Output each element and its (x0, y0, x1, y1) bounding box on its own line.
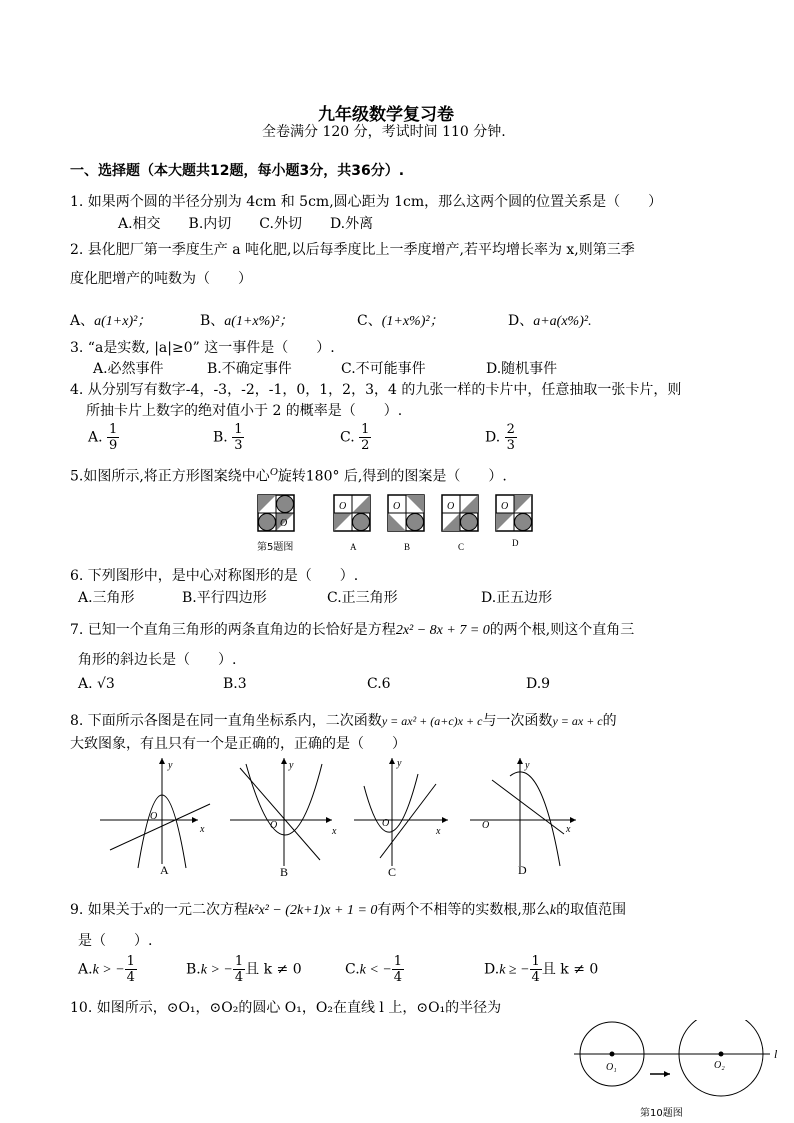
q5-label-c: C (458, 542, 465, 552)
q8-graph-b (230, 758, 337, 879)
q5-stem: 5.如图所示,将正方形图案绕中心$^O$旋转180° 后,得到的图案是（ ）. (70, 466, 507, 485)
q10-figure (570, 1020, 785, 1120)
q2-stem-line1: 2. 县化肥厂第一季度生产 a 吨化肥,以后每季度比上一季度增产,若平均增长率为 x,则第三季 (70, 242, 635, 258)
line-l-label: l (774, 1047, 778, 1061)
o2-label: O₂ (714, 1060, 725, 1071)
q5-label-a: A (350, 542, 357, 552)
svg-text:x: x (200, 824, 205, 835)
q5-option-c-pattern (442, 495, 478, 531)
svg-text:O: O (482, 820, 490, 831)
svg-text:O: O (393, 501, 401, 512)
q3-stem: 3. “a是实数, |a|≥0” 这一事件是（ ）. (70, 340, 335, 356)
q2-stem-line2: 度化肥增产的吨数为（ ） (70, 271, 252, 287)
q9-stem-line2: 是（ ）. (78, 933, 153, 949)
page-title: 九年级数学复习卷 (318, 105, 454, 125)
q4-option-b: B. $\frac{1}{3}$ (213, 422, 243, 453)
q7-option-b: B.3 (223, 676, 247, 692)
q2-option-a: A、a(1+x)²； (70, 313, 152, 329)
svg-text:y: y (289, 760, 294, 771)
q5-label-b: B (404, 542, 411, 552)
q2-option-d: D、a+a(x%)². (508, 313, 592, 329)
q4-option-c: C. $\frac{1}{2}$ (340, 422, 370, 453)
q8-graph-a (100, 758, 210, 877)
svg-text:x: x (332, 826, 337, 837)
q8-stem-line1: 8. 下面所示各图是在同一直角坐标系内，二次函数y = ax² + (a+c)x + c与一次函数y = ax + c的 (70, 713, 617, 729)
q3-option-a: A.必然事件 (93, 361, 164, 377)
q9-option-c: C.k < − $\frac{1}{4}$ (345, 954, 403, 985)
q7-option-c: C.6 (367, 676, 391, 692)
q3-option-c: C.不可能事件 (341, 361, 426, 377)
q7-stem-line1: 7. 已知一个直角三角形的两条直角边的长恰好是方程2x² − 8x + 7 = 0的两个根,则这个直角三 (70, 622, 635, 638)
q8-stem-line2: 大致图象，有且只有一个是正确的，正确的是（ ） (70, 736, 406, 752)
q5-option-a-pattern (334, 495, 370, 531)
q2-option-c: C、(1+x%)²； (357, 313, 444, 329)
q5-option-b-pattern (388, 495, 424, 531)
q8-graph-c (354, 758, 448, 879)
svg-text:x: x (436, 826, 441, 837)
q6-option-a: A.三角形 (78, 590, 135, 606)
q6-stem: 6. 下列图形中，是中心对称图形的是（ ）. (70, 568, 359, 584)
svg-text:O: O (501, 501, 509, 512)
q1-stem: 1. 如果两个圆的半径分别为 4cm 和 5cm,圆心距为 1cm，那么这两个圆的位置关系是（ ） (70, 194, 663, 210)
q3-option-d: D.随机事件 (486, 361, 558, 377)
q2-option-b: B、a(1+x%)²； (200, 313, 294, 329)
svg-text:O: O (339, 501, 347, 512)
section-heading: 一、选择题（本大题共12题，每小题3分，共36分）. (70, 163, 405, 179)
q10-stem: 10. 如图所示，⊙O₁，⊙O₂的圆心 O₁，O₂在直线 l 上，⊙O₁的半径为 (70, 1000, 502, 1016)
q1-options: A.相交 B.内切 C.外切 D.外离 (118, 216, 374, 232)
svg-text:y: y (168, 760, 173, 771)
q8-label-b: B (280, 865, 289, 879)
svg-text:O: O (280, 518, 288, 529)
q4-stem-line1: 4. 从分别写有数字-4，-3，-2，-1，0，1，2，3，4 的九张一样的卡片中，任意抽取一张卡片，则 (70, 382, 682, 398)
q9-option-a: A.k > − $\frac{1}{4}$ (78, 954, 135, 985)
q3-option-b: B.不确定事件 (207, 361, 292, 377)
q8-label-a: A (160, 863, 169, 877)
q6-option-c: C.正三角形 (327, 590, 398, 606)
q8-graphs (96, 756, 586, 880)
q9-option-b: B.k > − $\frac{1}{4}$ 且 k ≠ 0 (186, 954, 302, 985)
svg-text:x: x (566, 824, 571, 835)
q5-label-d: D (512, 538, 519, 548)
q7-option-d: D.9 (526, 676, 551, 692)
q8-label-c: C (388, 865, 397, 879)
q7-option-a: A. √3 (78, 676, 115, 692)
q9-option-d: D.k ≥ − $\frac{1}{4}$ 且 k ≠ 0 (484, 954, 599, 985)
svg-text:O: O (150, 811, 158, 822)
q6-option-b: B.平行四边形 (182, 590, 267, 606)
q5-option-d-pattern (496, 495, 532, 531)
o1-label: O₁ (606, 1062, 617, 1073)
q6-option-d: D.正五边形 (481, 590, 553, 606)
q7-stem-line2: 角形的斜边长是（ ）. (78, 652, 237, 668)
circle-o2 (679, 1020, 763, 1096)
q4-option-d: D. $\frac{2}{3}$ (485, 422, 515, 453)
svg-text:O: O (270, 820, 278, 831)
q8-label-d: D (518, 863, 527, 877)
q4-option-a: A. $\frac{1}{9}$ (88, 422, 118, 453)
svg-text:y: y (525, 760, 530, 771)
q10-caption: 第10题图 (640, 1108, 683, 1119)
page-subtitle: 全卷满分 120 分，考试时间 110 分钟. (262, 124, 506, 140)
q4-stem-line2: 所抽卡片上数字的绝对值小于 2 的概率是（ ）. (86, 403, 403, 419)
q5-figure (255, 492, 545, 556)
svg-text:O: O (382, 818, 390, 829)
q5-original-pattern (258, 495, 294, 531)
svg-text:y: y (397, 758, 402, 769)
q9-stem-line1: 9. 如果关于x的一元二次方程k²x² − (2k+1)x + 1 = 0有两个不相等的实数根,那么k的取值范围 (70, 902, 627, 918)
svg-text:O: O (447, 501, 455, 512)
q5-caption: 第5题图 (257, 542, 294, 553)
q8-graph-d (470, 758, 576, 877)
